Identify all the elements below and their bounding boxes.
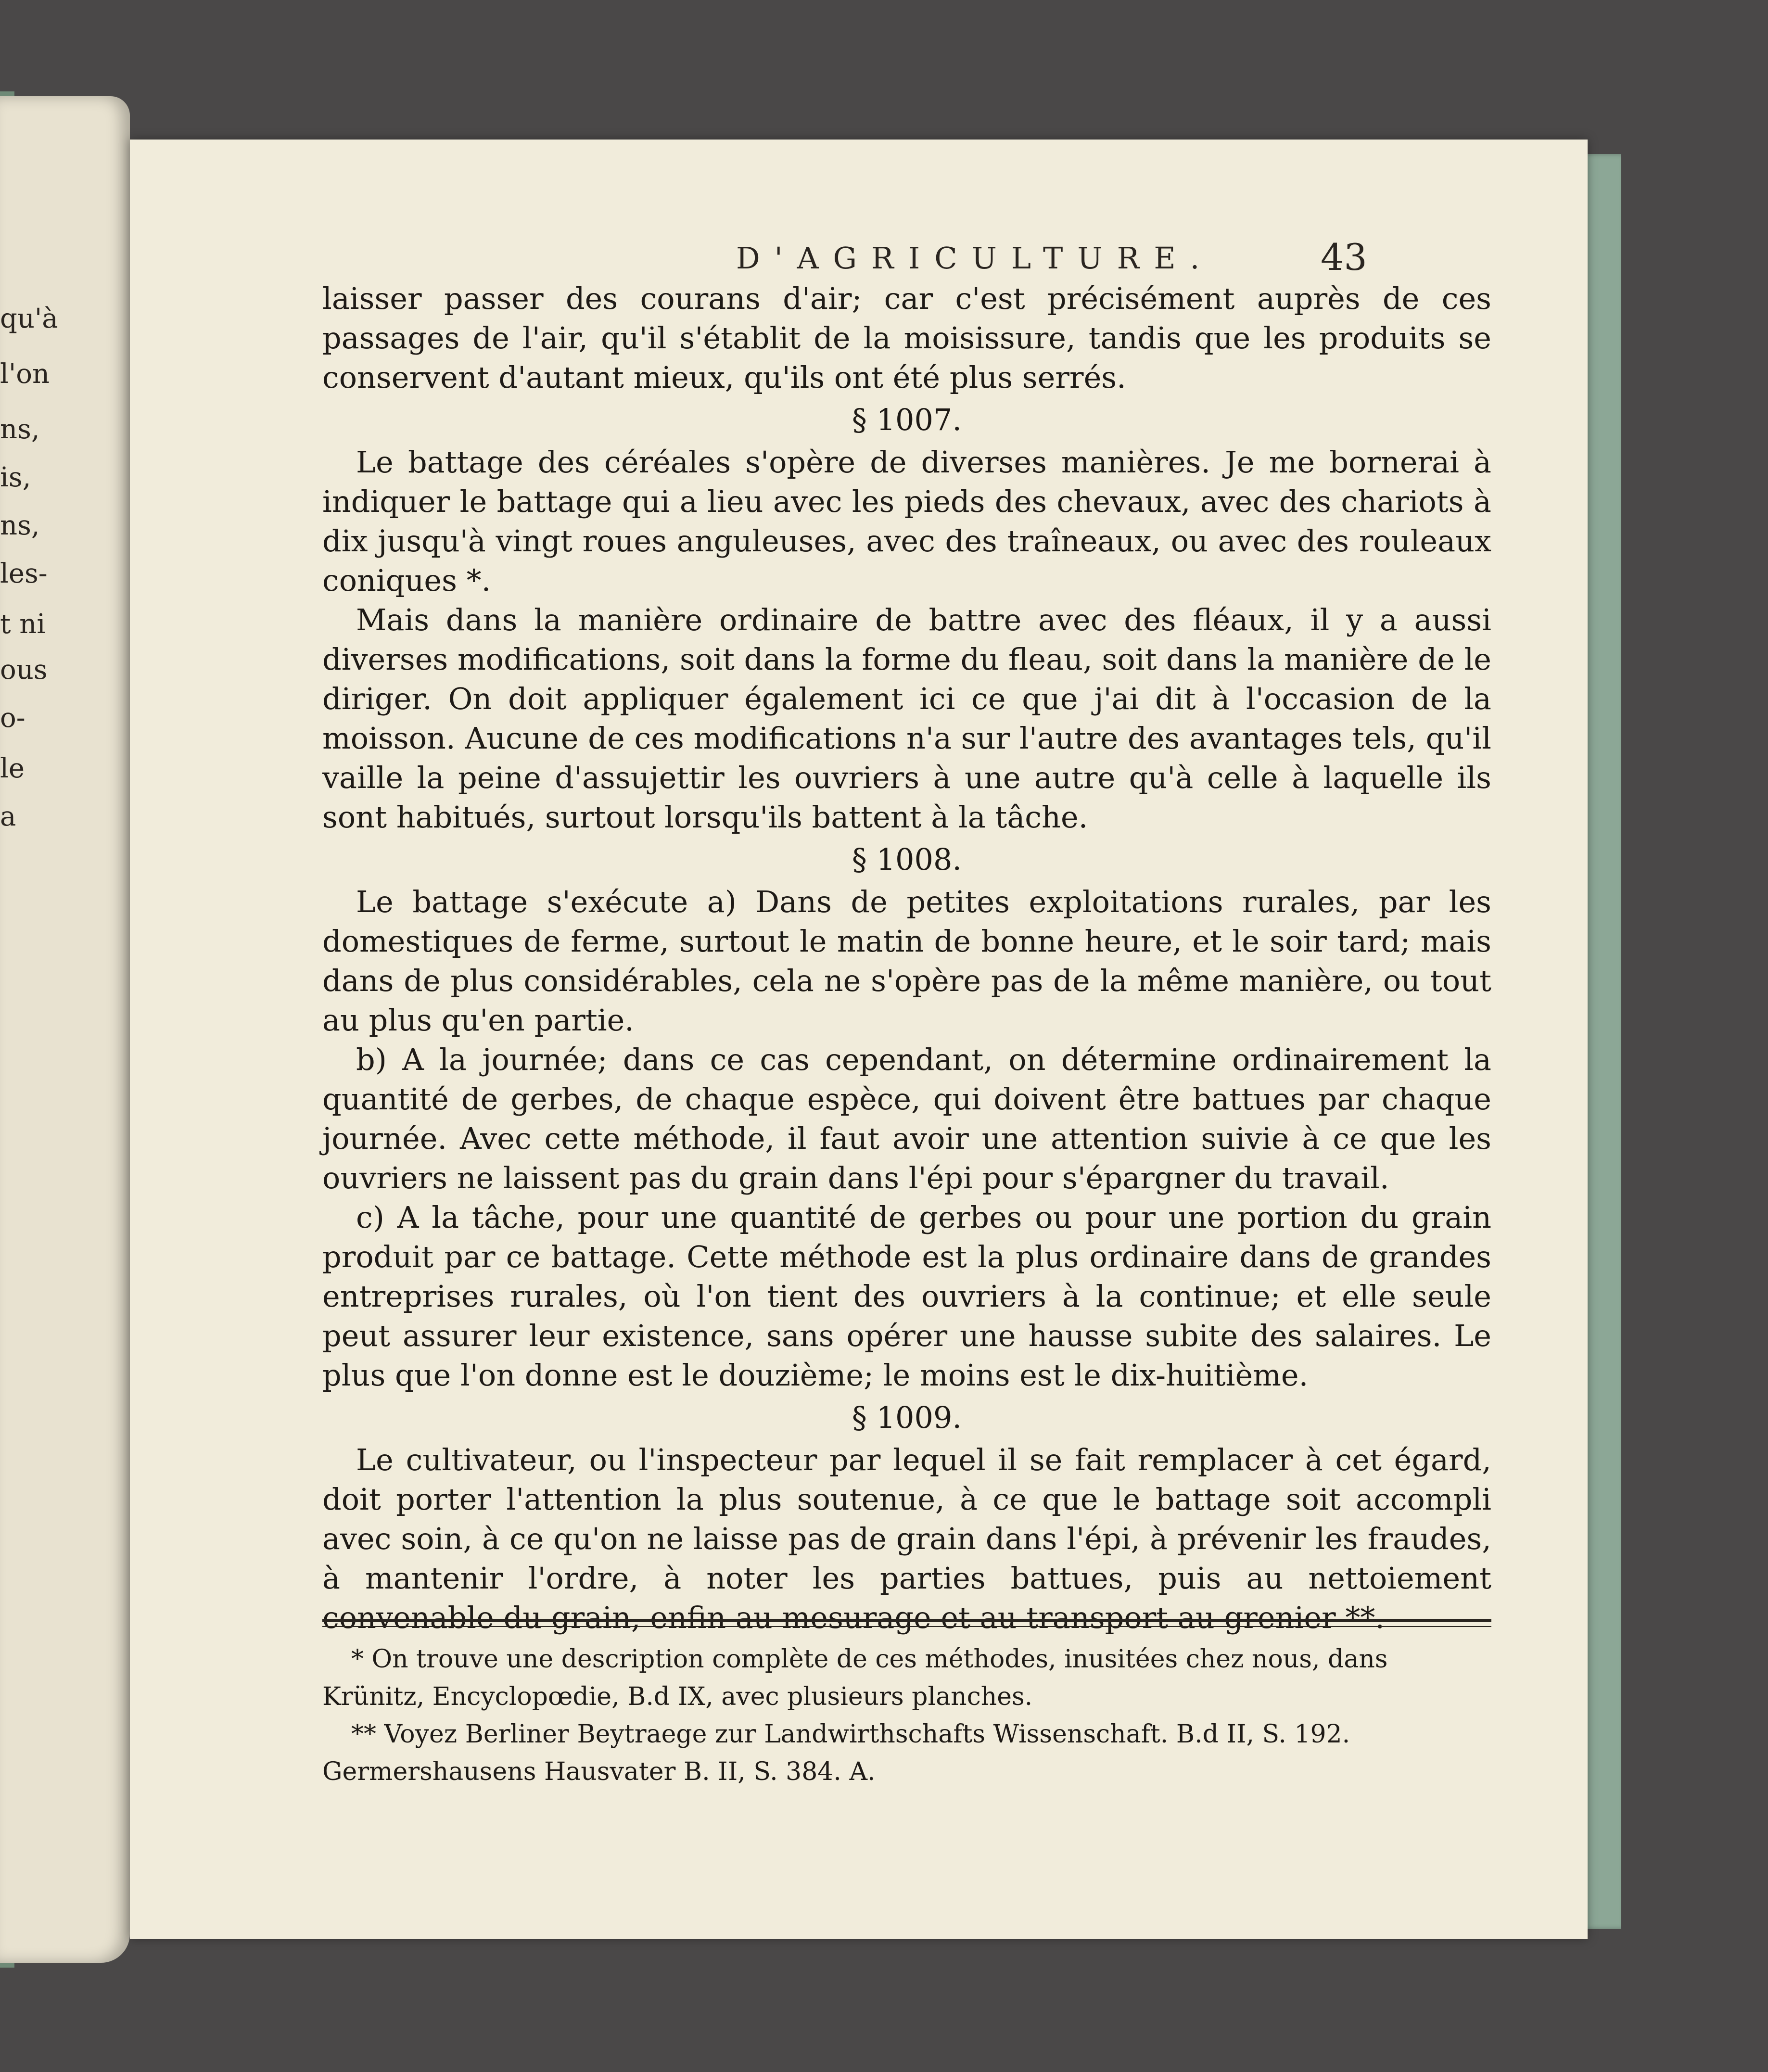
section-heading: § 1008.	[852, 842, 962, 877]
left-page-fragment: t ni	[0, 609, 46, 640]
book-cover-edge-right	[1583, 154, 1621, 1929]
paragraph: b) A la journée; dans ce cas cependant, on détermine ordinairement la quantité de gerbes, de chaque espèce, qui doivent être battues par chaque journée. Avec cette méthode, il faut avoir une attention suivie à ce que les ouvriers ne laissent pas du grain dans l'épi pour s'épargner du travail.	[322, 1042, 1491, 1195]
section-heading: § 1007.	[852, 402, 962, 437]
facing-page-left	[0, 96, 130, 1963]
paragraph: laisser passer des courans d'air; car c'est précisément auprès de ces passages de l'air, qu'il s'établit de la moisissure, tandis que les produits se conservent d'autant mieux, qu'ils ont été plus serrés.	[322, 281, 1491, 395]
left-page-fragment: qu'à	[0, 303, 58, 334]
left-page-fragment: l'on	[0, 358, 50, 390]
paragraph: Le battage s'exécute a) Dans de petites exploitations rurales, par les domestiques de ferme, surtout le matin de bonne heure, et le soir tard; mais dans de plus considérables, cela ne s'opère pas de la même manière, ou tout au plus qu'en partie.	[322, 884, 1491, 1038]
paragraph: Mais dans la manière ordinaire de battre avec des fléaux, il y a aussi diverses modifications, soit dans la forme du fleau, soit dans la manière de le diriger. On doit appliquer également ici ce que j'ai dit à l'occasion de la moisson. Aucune de ces modifications n'a sur l'autre des avantages tels, qu'il vaille la peine d'assujettir les ouvriers à une autre qu'à celle à laquelle ils sont habitués, surtout lorsqu'ils battent à la tâche.	[322, 602, 1491, 835]
book-page	[130, 140, 1588, 1939]
left-page-fragment: is,	[0, 462, 31, 493]
section-heading: § 1009.	[852, 1400, 962, 1435]
running-header: D'AGRICULTURE.	[736, 241, 1214, 276]
left-page-fragment: le	[0, 753, 25, 784]
left-page-fragment: les-	[0, 558, 48, 589]
footnote-rule	[322, 1619, 1491, 1627]
left-page-fragment: o-	[0, 702, 25, 734]
page-body	[322, 279, 1491, 1638]
left-page-fragment: a	[0, 801, 16, 832]
footnote: * On trouve une description complète de ces méthodes, inusitées chez nous, dans Krünitz, Encyclopœdie, B.d IX, avec plusieurs planches.	[322, 1645, 1388, 1711]
left-page-fragment: ns,	[0, 414, 40, 445]
footnotes	[322, 1640, 1491, 1791]
paragraph: c) A la tâche, pour une quantité de gerbes ou pour une portion du grain produit par ce battage. Cette méthode est la plus ordinaire dans de grandes entreprises rurales, où l'on tient des ouvriers à la continue; et elle seule peut assurer leur existence, sans opérer une hausse subite des salaires. Le plus que l'on donne est le douzième; le moins est le dix-huitième.	[322, 1200, 1491, 1393]
paragraph: Le cultivateur, ou l'inspecteur par lequel il se fait remplacer à cet égard, doit porter l'attention la plus soutenue, à ce que le battage soit accompli avec soin, à ce qu'on ne laisse pas de grain dans l'épi, à prévenir les fraudes, à mantenir l'ordre, à noter les parties battues, puis au nettoiement convenable du grain, enfin au mesurage et au transport au grenier **.	[322, 1442, 1491, 1635]
footnote: ** Voyez Berliner Beytraege zur Landwirthschafts Wissenschaft. B.d II, S. 192. Germershausens Hausvater B. II, S. 384. A.	[322, 1720, 1350, 1786]
left-page-fragment: ns,	[0, 510, 40, 541]
page-number: 43	[1321, 236, 1367, 279]
paragraph: Le battage des céréales s'opère de diverses manières. Je me bornerai à indiquer le battage qui a lieu avec les pieds des chevaux, avec des chariots à dix jusqu'à vingt roues anguleuses, avec des traîneaux, ou avec des rouleaux coniques *.	[322, 445, 1491, 598]
left-page-fragment: ous	[0, 654, 48, 686]
